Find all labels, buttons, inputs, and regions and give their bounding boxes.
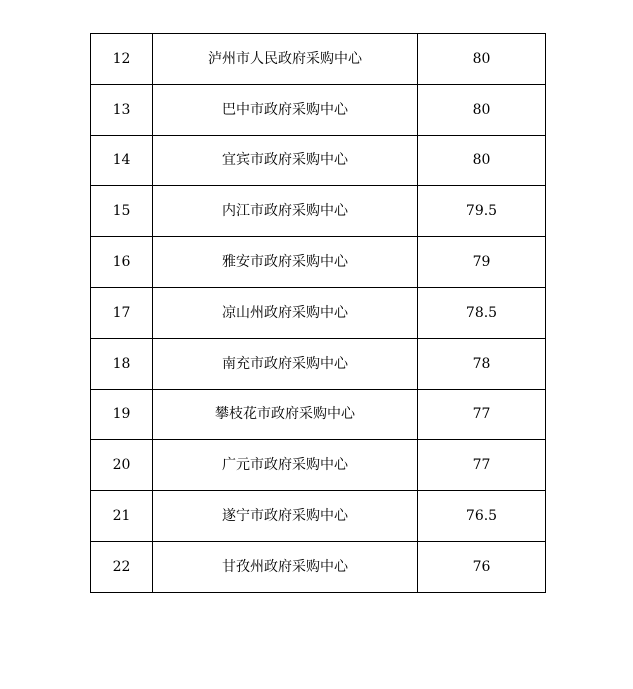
table-row	[91, 186, 546, 237]
table-row	[91, 541, 546, 592]
row-index-cell: 15	[91, 186, 153, 237]
row-index-cell: 13	[91, 84, 153, 135]
row-index-cell: 14	[91, 135, 153, 186]
agency-name-cell: 甘孜州政府采购中心	[153, 541, 418, 592]
table-row	[91, 287, 546, 338]
row-index-cell: 21	[91, 491, 153, 542]
agency-name-cell: 南充市政府采购中心	[153, 338, 418, 389]
agency-name-cell: 凉山州政府采购中心	[153, 287, 418, 338]
table-row	[91, 84, 546, 135]
agency-name-cell: 广元市政府采购中心	[153, 440, 418, 491]
score-cell: 80	[418, 135, 546, 186]
score-cell: 79	[418, 237, 546, 288]
score-cell: 77	[418, 440, 546, 491]
score-cell: 78	[418, 338, 546, 389]
table-row	[91, 338, 546, 389]
agency-name-cell: 遂宁市政府采购中心	[153, 491, 418, 542]
table-row	[91, 135, 546, 186]
score-cell: 80	[418, 34, 546, 85]
ranking-table	[90, 33, 546, 593]
score-cell: 77	[418, 389, 546, 440]
agency-name-cell: 巴中市政府采购中心	[153, 84, 418, 135]
table-row	[91, 389, 546, 440]
row-index-cell: 20	[91, 440, 153, 491]
agency-name-cell: 泸州市人民政府采购中心	[153, 34, 418, 85]
ranking-table-body	[91, 34, 546, 593]
agency-name-cell: 内江市政府采购中心	[153, 186, 418, 237]
table-row	[91, 440, 546, 491]
row-index-cell: 19	[91, 389, 153, 440]
row-index-cell: 16	[91, 237, 153, 288]
table-row	[91, 237, 546, 288]
score-cell: 78.5	[418, 287, 546, 338]
row-index-cell: 18	[91, 338, 153, 389]
score-cell: 76	[418, 541, 546, 592]
agency-name-cell: 攀枝花市政府采购中心	[153, 389, 418, 440]
row-index-cell: 17	[91, 287, 153, 338]
score-cell: 79.5	[418, 186, 546, 237]
score-cell: 80	[418, 84, 546, 135]
row-index-cell: 22	[91, 541, 153, 592]
agency-name-cell: 宜宾市政府采购中心	[153, 135, 418, 186]
table-row	[91, 491, 546, 542]
score-cell: 76.5	[418, 491, 546, 542]
agency-name-cell: 雅安市政府采购中心	[153, 237, 418, 288]
table-row	[91, 34, 546, 85]
row-index-cell: 12	[91, 34, 153, 85]
